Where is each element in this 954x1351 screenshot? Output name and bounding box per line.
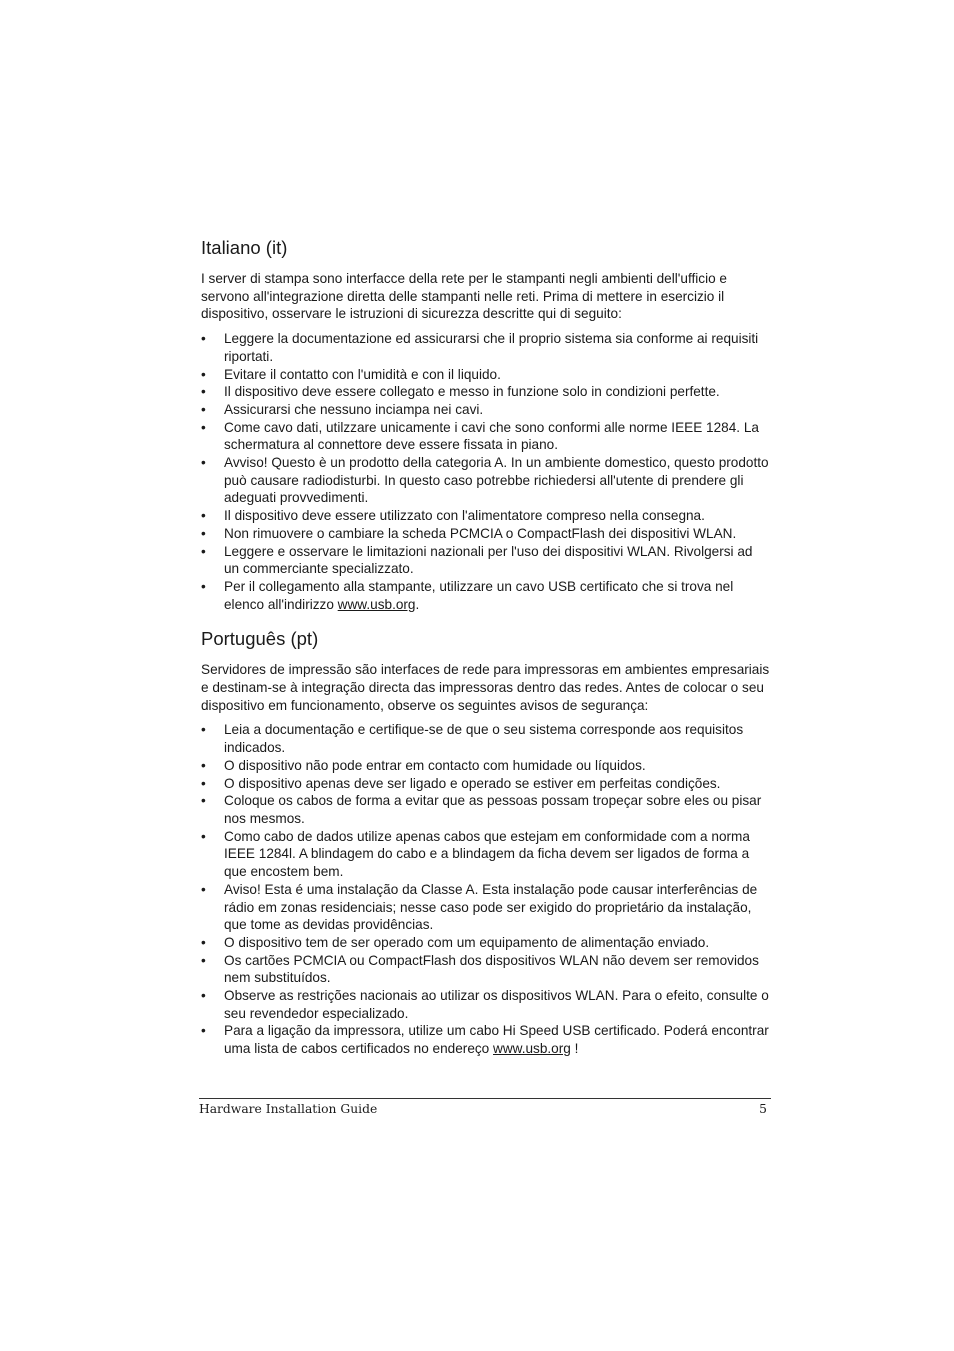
list-item-text: O dispositivo apenas deve ser ligado e operado se estiver em perfeitas condições. xyxy=(224,775,721,791)
list-item-text: Como cabo de dados utilize apenas cabos que estejam em conformidade com a norma IEEE 1284l. A blindagem do cabo e a blindagem da ficha devem ser ligados de forma a que encostem bem. xyxy=(224,828,750,880)
list-item-text: Leggere la documentazione ed assicurarsi che il proprio sistema sia conforme ai requisiti riportati. xyxy=(224,331,759,364)
list-item-text: Per il collegamento alla stampante, utilizzare un cavo USB certificato che si trova nel elenco all'indirizzo xyxy=(224,578,734,612)
list-item-text: Coloque os cabos de forma a evitar que as pessoas possam tropeçar sobre eles ou pisar nos mesmos. xyxy=(224,793,762,826)
list-item-text: Leia a documentação e certifique-se de que o seu sistema corresponde aos requisitos indicados. xyxy=(224,722,744,756)
list-item xyxy=(201,454,771,507)
list-item xyxy=(201,757,771,775)
usb-org-link[interactable]: www.usb.org xyxy=(337,596,416,612)
page-content xyxy=(201,236,771,1058)
list-item-text: Il dispositivo deve essere collegato e messo in funzione solo in condizioni perfette. xyxy=(224,384,720,400)
bullet-icon: • xyxy=(201,525,206,541)
bullet-icon: • xyxy=(201,419,206,435)
bullet-icon: • xyxy=(201,828,206,844)
list-item xyxy=(201,507,771,525)
list-item xyxy=(201,383,771,401)
list-item-text: Os cartões PCMCIA ou CompactFlash dos dispositivos WLAN não devem ser removidos nem substituídos. xyxy=(224,952,759,986)
list-item-text: Observe as restrições nacionais ao utilizar os dispositivos WLAN. Para o efeito, consulte o seu revendedor especializado. xyxy=(224,988,769,1021)
bullet-icon: • xyxy=(201,331,206,347)
bullet-icon: • xyxy=(201,401,206,417)
list-item xyxy=(201,792,771,827)
bullet-icon: • xyxy=(201,455,206,471)
list-item xyxy=(201,419,771,454)
bullet-icon: • xyxy=(201,988,206,1004)
intro-paragraph-portuguese: Servidores de impressão são interfaces de rede para impressoras em ambientes empresariais e destinam-se à integração directa das impressoras dentro das redes. Antes de colocar o seu dispositivo em funcionamento, observe os seguintes avisos de segurança: xyxy=(201,662,770,713)
list-item xyxy=(201,1022,771,1057)
list-item-suffix: . xyxy=(415,596,420,612)
list-item xyxy=(201,578,771,613)
list-item-text: Leggere e osservare le limitazioni nazionali per l'uso dei dispositivi WLAN. Rivolgersi ad un commerciante specializzato. xyxy=(224,543,753,577)
bullet-list-portuguese xyxy=(201,721,771,1057)
list-item-text: Assicurarsi che nessuno inciampa nei cavi. xyxy=(224,401,484,417)
list-item-suffix: ! xyxy=(570,1041,579,1057)
bullet-icon: • xyxy=(201,508,206,524)
usb-org-link[interactable]: www.usb.org xyxy=(493,1041,571,1057)
list-item-text: Il dispositivo deve essere utilizzato con l'alimentatore compreso nella consegna. xyxy=(224,508,705,524)
bullet-icon: • xyxy=(201,578,206,594)
section-portuguese xyxy=(201,627,771,1057)
section-heading-italian: Italiano (it) xyxy=(201,237,288,258)
list-item-text: Evitare il contatto con l'umidità e con il liquido. xyxy=(224,366,501,382)
list-item-text: Aviso! Esta é uma instalação da Classe A. Esta instalação pode causar interferências de rádio em zonas residenciais; nesse caso pode ser exigido do proprietário da instalação, que tome as devidas providências. xyxy=(224,881,758,933)
list-item-text: Para a ligação da impressora, utilize um cabo Hi Speed USB certificado. Poderá encontrar uma lista de cabos certificados no endereço xyxy=(224,1023,769,1057)
bullet-icon: • xyxy=(201,722,206,738)
list-item xyxy=(201,828,771,881)
bullet-icon: • xyxy=(201,366,206,382)
list-item xyxy=(201,330,771,365)
footer-title: Hardware Installation Guide xyxy=(199,1102,378,1116)
list-item xyxy=(201,881,771,934)
bullet-icon: • xyxy=(201,881,206,897)
bullet-icon: • xyxy=(201,384,206,400)
list-item xyxy=(201,401,771,419)
list-item xyxy=(201,543,771,578)
page-footer xyxy=(199,1098,771,1116)
section-heading-portuguese: Português (pt) xyxy=(201,628,319,650)
list-item-text: Non rimuovere o cambiare la scheda PCMCIA o CompactFlash dei dispositivi WLAN. xyxy=(224,525,737,541)
list-item-text: O dispositivo não pode entrar em contacto com humidade ou líquidos. xyxy=(224,757,646,773)
bullet-icon: • xyxy=(201,952,206,968)
bullet-icon: • xyxy=(201,1023,206,1039)
bullet-list-italian xyxy=(201,330,771,613)
list-item-text: Come cavo dati, utilzzare unicamente i cavi che sono conformi alle norme IEEE 1284. La schermatura al connettore deve essere fissata in piano. xyxy=(224,419,759,453)
list-item-text: Avviso! Questo è un prodotto della categoria A. In un ambiente domestico, questo prodotto può causare radiodisturbi. In questo caso potrebbe richiedersi all'utente di prendere gli adeguati provvedimenti. xyxy=(224,455,769,506)
bullet-icon: • xyxy=(201,757,206,773)
list-item xyxy=(201,366,771,384)
list-item xyxy=(201,775,771,793)
list-item xyxy=(201,987,771,1022)
list-item-text: O dispositivo tem de ser operado com um equipamento de alimentação enviado. xyxy=(224,934,710,950)
list-item xyxy=(201,952,771,987)
intro-paragraph-italian: I server di stampa sono interfacce della rete per le stampanti negli ambienti dell'ufficio e servono all'integrazione diretta delle stampanti nelle reti. Prima di mettere in esercizio il dispositivo, osservare le istruzioni di sicurezza descritte qui di seguito: xyxy=(201,271,727,322)
bullet-icon: • xyxy=(201,775,206,791)
list-item xyxy=(201,934,771,952)
list-item xyxy=(201,721,771,756)
section-italian xyxy=(201,236,771,613)
bullet-icon: • xyxy=(201,543,206,559)
list-item xyxy=(201,525,771,543)
page-number: 5 xyxy=(759,1102,767,1116)
bullet-icon: • xyxy=(201,793,206,809)
bullet-icon: • xyxy=(201,934,206,950)
